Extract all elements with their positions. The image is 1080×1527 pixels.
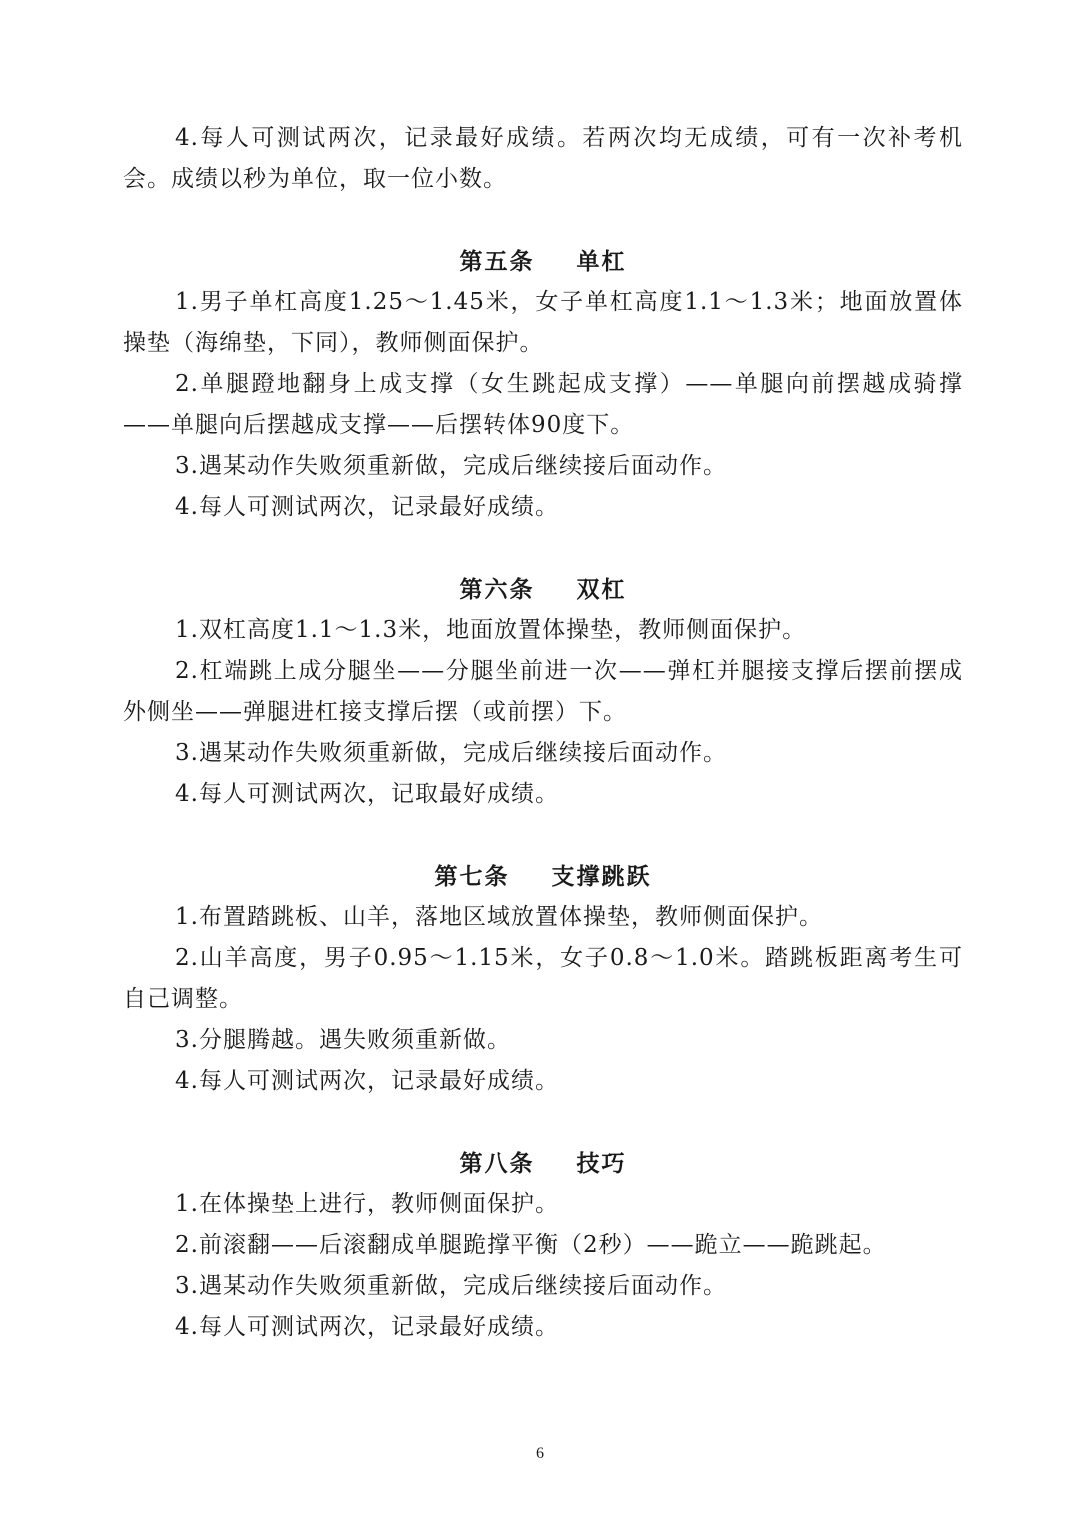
list-item: 2.山羊高度，男子0.95～1.15米，女子0.8～1.0米。踏跳板距离考生可自己调整。: [123, 945, 963, 1012]
section-number: 第八条: [459, 1150, 535, 1177]
list-item: 4.每人可测试两次，记录最好成绩。: [175, 494, 559, 520]
list-item: 3.遇某动作失败须重新做，完成后继续接后面动作。: [175, 740, 727, 766]
section-heading: [123, 569, 963, 610]
list-item: 1.男子单杠高度1.25～1.45米，女子单杠高度1.1～1.3米；地面放置体操垫（海绵垫，下同），教师侧面保护。: [123, 289, 963, 356]
list-item: 3.分腿腾越。遇失败须重新做。: [175, 1027, 511, 1053]
intro-paragraph: 4.每人可测试两次，记录最好成绩。若两次均无成绩，可有一次补考机会。成绩以秒为单位，取一位小数。: [123, 125, 963, 192]
section-heading: [123, 1143, 963, 1184]
list-item: 1.布置踏跳板、山羊，落地区域放置体操垫，教师侧面保护。: [175, 904, 823, 930]
list-item: 2.单腿蹬地翻身上成支撑（女生跳起成支撑）——单腿向前摆越成骑撑——单腿向后摆越成支撑——后摆转体90度下。: [123, 371, 963, 438]
page-number: 6: [536, 1445, 544, 1462]
section-vault: [123, 856, 963, 1102]
list-item: 4.每人可测试两次，记取最好成绩。: [175, 781, 559, 807]
section-title: 双杠: [576, 576, 627, 603]
section-tumbling: [123, 1143, 963, 1348]
section-title: 单杠: [576, 248, 627, 275]
section-parallel-bars: [123, 569, 963, 815]
section-title: 支撑跳跃: [551, 863, 652, 890]
section-number: 第五条: [459, 248, 535, 275]
list-item: 4.每人可测试两次，记录最好成绩。: [175, 1314, 559, 1340]
list-item: 2.前滚翻——后滚翻成单腿跪撑平衡（2秒）——跪立——跪跳起。: [175, 1232, 887, 1258]
section-heading: [123, 241, 963, 282]
section-heading: [123, 856, 963, 897]
list-item: 1.在体操垫上进行，教师侧面保护。: [175, 1191, 559, 1217]
list-item: 4.每人可测试两次，记录最好成绩。: [175, 1068, 559, 1094]
section-number: 第六条: [459, 576, 535, 603]
section-number: 第七条: [434, 863, 510, 890]
section-horizontal-bar: [123, 241, 963, 528]
section-title: 技巧: [576, 1150, 627, 1177]
list-item: 3.遇某动作失败须重新做，完成后继续接后面动作。: [175, 1273, 727, 1299]
list-item: 1.双杠高度1.1～1.3米，地面放置体操垫，教师侧面保护。: [175, 617, 807, 643]
document-body: [123, 118, 963, 1348]
list-item: 3.遇某动作失败须重新做，完成后继续接后面动作。: [175, 453, 727, 479]
list-item: 2.杠端跳上成分腿坐——分腿坐前进一次——弹杠并腿接支撑后摆前摆成外侧坐——弹腿进杠接支撑后摆（或前摆）下。: [123, 658, 963, 725]
